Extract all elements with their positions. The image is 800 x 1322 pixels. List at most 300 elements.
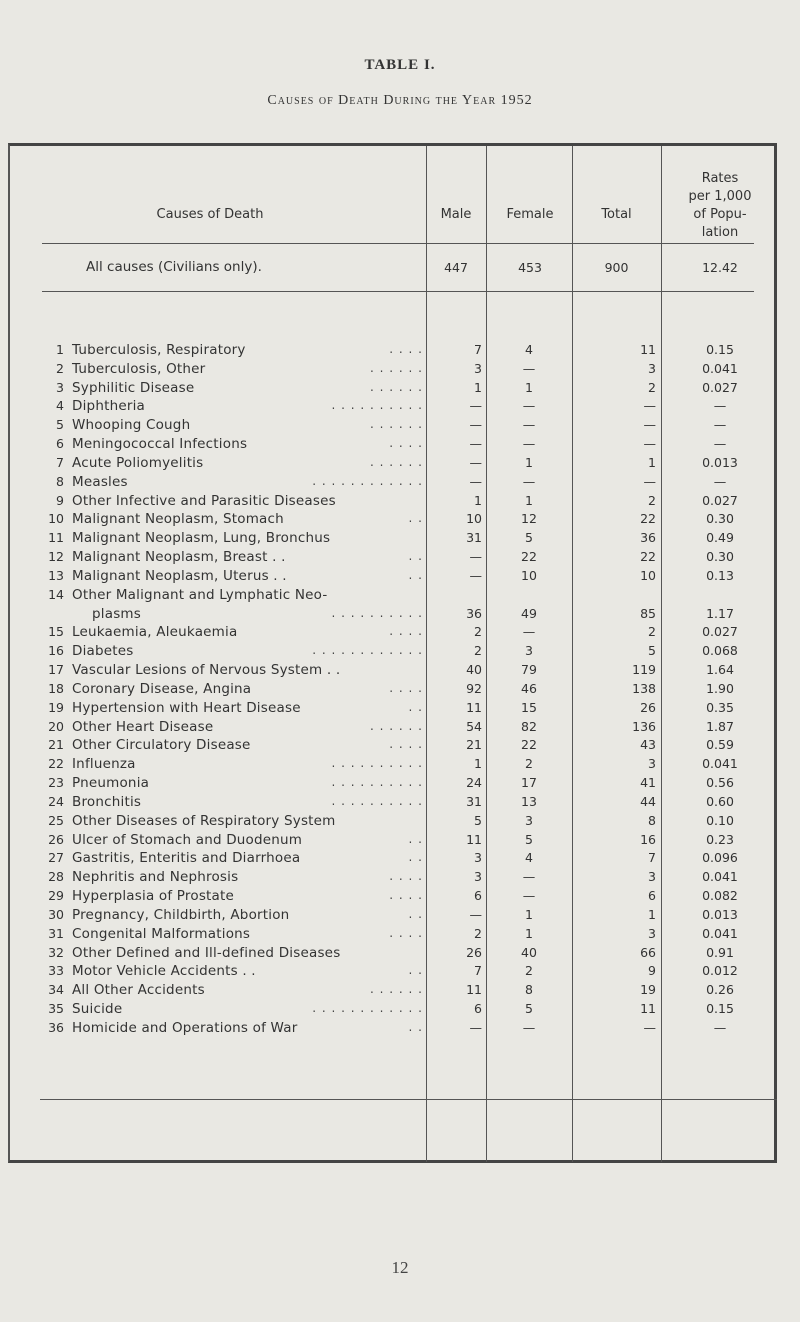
- row-male: 1: [474, 756, 482, 772]
- row-number: 27: [48, 850, 64, 866]
- row-female: 2: [525, 756, 533, 772]
- row-female: —: [522, 473, 536, 489]
- table-row: [0, 662, 800, 680]
- row-rate: 0.15: [706, 342, 734, 357]
- row-cause-label: Tuberculosis, Respiratory: [72, 342, 246, 358]
- row-female: 3: [525, 812, 533, 828]
- row-number: 19: [48, 699, 64, 715]
- row-leader-dots: . . . .: [389, 869, 423, 884]
- row-rate: 0.013: [702, 906, 738, 922]
- row-leader-dots: . . . . . . . . . .: [331, 398, 423, 413]
- all-causes-male: 447: [444, 260, 468, 275]
- row-male: 2: [474, 925, 482, 941]
- row-rate: 1.90: [706, 680, 734, 696]
- row-total: 138: [632, 680, 656, 696]
- row-cause-label: Acute Poliomyelitis: [72, 454, 204, 471]
- row-cause-label: Other Circulatory Disease: [72, 737, 251, 754]
- table-row: [0, 342, 800, 360]
- row-cause-label: Vascular Lesions of Nervous System . .: [72, 662, 341, 679]
- row-leader-dots: . . . . . . . . . .: [331, 793, 423, 808]
- row-female: 4: [525, 850, 533, 866]
- table-row: [0, 1020, 800, 1038]
- row-total: 36: [640, 530, 656, 546]
- all-causes-total: 900: [604, 260, 629, 275]
- row-cause-label: Malignant Neoplasm, Breast . .: [72, 549, 286, 566]
- row-total: 11: [640, 342, 656, 357]
- row-number: 10: [48, 511, 64, 527]
- row-male: 36: [466, 605, 482, 621]
- row-number: 31: [48, 925, 64, 941]
- row-rate: 0.30: [706, 549, 734, 565]
- row-total: 3: [648, 756, 656, 772]
- row-male: 2: [474, 624, 482, 640]
- row-total: 43: [640, 737, 656, 753]
- row-rate: —: [713, 473, 727, 489]
- row-cause-label: Hyperplasia of Prostate: [72, 888, 235, 905]
- row-leader-dots: . . . . . . . . . . . .: [312, 473, 423, 488]
- row-total: 9: [648, 963, 656, 979]
- row-male: —: [469, 549, 482, 565]
- row-leader-dots: . .: [408, 906, 423, 921]
- row-leader-dots: . . . .: [389, 737, 423, 752]
- row-cause-label: Other Diseases of Respiratory System: [72, 812, 336, 829]
- row-number: 3: [56, 379, 64, 395]
- row-total: 1: [648, 454, 656, 470]
- row-leader-dots: . .: [408, 831, 423, 846]
- row-number: 28: [48, 869, 64, 885]
- row-number: 1: [56, 342, 64, 357]
- row-leader-dots: . . . . . .: [370, 454, 423, 469]
- row-rate: 0.30: [706, 511, 734, 527]
- row-leader-dots: . .: [408, 567, 423, 582]
- row-male: —: [469, 454, 482, 470]
- row-total: —: [643, 1019, 656, 1035]
- row-total: 44: [640, 793, 656, 809]
- row-total: —: [643, 417, 656, 433]
- row-total: 19: [640, 982, 656, 998]
- row-male: 11: [466, 982, 482, 998]
- row-cause-label: Measles: [72, 473, 128, 490]
- table-row: [0, 907, 800, 925]
- table-row: [0, 926, 800, 944]
- row-number: 16: [48, 643, 64, 659]
- row-total: 3: [648, 925, 656, 941]
- row-rate: 0.027: [702, 492, 738, 508]
- row-rate: 1.64: [706, 662, 734, 678]
- table-row: [0, 813, 800, 831]
- row-female: —: [522, 360, 536, 376]
- row-male: 10: [466, 511, 482, 527]
- row-cause-label: Syphilitic Disease: [72, 379, 195, 396]
- row-total: —: [643, 398, 656, 414]
- row-female: 5: [525, 1001, 533, 1017]
- table-row: [0, 775, 800, 793]
- row-number: 18: [48, 680, 64, 696]
- row-rate: 0.027: [702, 624, 738, 640]
- row-male: 3: [474, 850, 482, 866]
- row-total: 66: [640, 944, 656, 960]
- row-number: 34: [48, 982, 64, 998]
- row-female: 5: [525, 530, 533, 546]
- row-male: 2: [474, 643, 482, 659]
- row-leader-dots: . . . .: [389, 624, 423, 639]
- row-number: 29: [48, 888, 64, 904]
- row-total: 119: [632, 662, 656, 678]
- row-female: 82: [521, 718, 537, 734]
- row-cause-label: Other Heart Disease: [72, 718, 214, 735]
- row-leader-dots: . . . . . . . . . .: [331, 605, 423, 620]
- row-cause-label: Malignant Neoplasm, Lung, Bronchus: [72, 530, 331, 547]
- row-male: —: [469, 436, 482, 452]
- row-rate: 0.068: [702, 643, 738, 659]
- table-row: [0, 511, 800, 529]
- row-leader-dots: . . . . . .: [370, 417, 423, 432]
- row-male: 31: [466, 530, 482, 546]
- row-number: 26: [48, 831, 64, 847]
- row-number: 4: [56, 398, 64, 414]
- table-row: [0, 587, 800, 605]
- row-rate: —: [713, 417, 727, 433]
- row-male: 21: [466, 737, 482, 753]
- row-number: 6: [56, 436, 64, 452]
- row-cause-label: Coronary Disease, Angina: [72, 680, 252, 697]
- row-leader-dots: . . . . . .: [370, 360, 423, 375]
- row-cause-label: Ulcer of Stomach and Duodenum: [72, 831, 303, 848]
- row-female: 2: [525, 963, 533, 979]
- row-number: 20: [48, 718, 64, 734]
- row-male: 92: [466, 680, 482, 696]
- row-cause-label: Leukaemia, Aleukaemia: [72, 624, 238, 641]
- row-cause-label: Other Defined and Ill-defined Diseases: [72, 944, 341, 961]
- row-rate: 1.87: [706, 718, 734, 734]
- row-female: 1: [525, 925, 533, 941]
- row-leader-dots: . . . . . .: [370, 718, 423, 733]
- row-total: 2: [648, 492, 656, 508]
- row-male: 40: [466, 662, 482, 678]
- row-rate: 0.013: [702, 454, 738, 470]
- header-rate-line4: lation: [701, 225, 739, 240]
- row-rate: 0.027: [702, 379, 738, 395]
- table-row: [0, 681, 800, 699]
- table-row: [0, 719, 800, 737]
- row-cause-label: Influenza: [72, 756, 136, 773]
- row-male: 11: [466, 831, 482, 847]
- row-cause-label: Malignant Neoplasm, Stomach: [72, 511, 284, 528]
- row-female: —: [522, 417, 536, 433]
- row-cause-label: plasms: [92, 605, 142, 622]
- row-total: 136: [632, 718, 656, 734]
- row-number: 8: [56, 473, 64, 489]
- row-male: —: [469, 1019, 482, 1035]
- row-number: 22: [48, 756, 64, 772]
- row-total: —: [643, 436, 656, 452]
- row-number: 17: [48, 662, 64, 678]
- row-cause-label: Malignant Neoplasm, Uterus . .: [72, 567, 287, 584]
- table-row: [0, 455, 800, 473]
- row-female: 22: [521, 549, 537, 565]
- row-number: 2: [56, 360, 64, 376]
- row-cause-label: Tuberculosis, Other: [72, 360, 206, 377]
- row-female: 1: [525, 454, 533, 470]
- table-row: [0, 398, 800, 416]
- all-causes-rate: 12.42: [702, 260, 738, 275]
- row-rate: —: [713, 398, 727, 414]
- row-total: 22: [640, 549, 656, 565]
- all-causes-female: 453: [518, 260, 542, 275]
- row-male: 31: [466, 793, 482, 809]
- row-cause-label: Pneumonia: [72, 775, 150, 792]
- table-row: [0, 869, 800, 887]
- table-row: [0, 380, 800, 398]
- row-cause-label: Diphtheria: [72, 398, 146, 415]
- row-rate: 0.041: [702, 869, 738, 885]
- row-male: 54: [466, 718, 482, 734]
- row-total: 2: [648, 624, 656, 640]
- header-male: Male: [440, 207, 472, 222]
- row-total: 16: [640, 831, 656, 847]
- row-female: 1: [525, 379, 533, 395]
- row-cause-label: All Other Accidents: [72, 982, 205, 999]
- row-leader-dots: . .: [408, 511, 423, 526]
- row-male: —: [469, 906, 482, 922]
- table-row: [0, 756, 800, 774]
- table-row: [0, 568, 800, 586]
- row-male: 7: [474, 342, 482, 357]
- row-rate: 0.91: [706, 944, 734, 960]
- row-female: 1: [525, 906, 533, 922]
- row-cause-label: Suicide: [72, 1001, 123, 1018]
- row-number: 9: [56, 492, 64, 508]
- row-male: 11: [466, 699, 482, 715]
- row-male: 3: [474, 360, 482, 376]
- row-number: 5: [56, 417, 64, 433]
- row-rate: 0.26: [706, 982, 734, 998]
- row-male: 26: [466, 944, 482, 960]
- row-female: —: [522, 888, 536, 904]
- row-cause-label: Pregnancy, Childbirth, Abortion: [72, 906, 290, 923]
- table-title: TABLE I.: [364, 57, 436, 73]
- row-rate: 0.13: [706, 567, 734, 583]
- row-number: 12: [48, 549, 64, 565]
- table-row: [0, 436, 800, 454]
- row-rate: 0.15: [706, 1001, 734, 1017]
- row-number: 13: [48, 567, 64, 583]
- row-female: —: [522, 436, 536, 452]
- row-leader-dots: . . . . . . . . . .: [331, 756, 423, 771]
- row-total: 8: [648, 812, 656, 828]
- row-leader-dots: . . . . . . . . . . . .: [312, 1001, 423, 1016]
- header-rule: [42, 243, 754, 244]
- row-leader-dots: . .: [408, 1019, 423, 1034]
- row-male: —: [469, 417, 482, 433]
- row-leader-dots: . .: [408, 549, 423, 564]
- row-rate: 0.096: [702, 850, 738, 866]
- table-row: [0, 963, 800, 981]
- row-leader-dots: . . . .: [389, 925, 423, 940]
- row-rate: 0.49: [706, 530, 734, 546]
- row-female: 3: [525, 643, 533, 659]
- row-cause-label: Nephritis and Nephrosis: [72, 869, 239, 886]
- header-rate: [661, 170, 779, 242]
- header-rate-line3: of Popu-: [693, 207, 747, 222]
- row-leader-dots: . . . . . .: [370, 982, 423, 997]
- row-number: 33: [48, 963, 64, 979]
- table-row: [0, 549, 800, 567]
- row-cause-label: Other Infective and Parasitic Diseases: [72, 492, 336, 509]
- row-total: 11: [640, 1001, 656, 1017]
- row-number: 11: [48, 530, 64, 546]
- row-cause-label: Homicide and Operations of War: [72, 1019, 298, 1036]
- row-cause-label: Whooping Cough: [72, 417, 191, 434]
- row-cause-label: Congenital Malformations: [72, 925, 251, 942]
- table-row: [0, 624, 800, 642]
- row-number: 30: [48, 906, 64, 922]
- row-female: 49: [521, 605, 537, 621]
- row-female: —: [522, 869, 536, 885]
- row-rate: 0.23: [706, 831, 734, 847]
- row-male: 1: [474, 379, 482, 395]
- row-total: 6: [648, 888, 656, 904]
- row-number: 35: [48, 1001, 64, 1017]
- row-leader-dots: . .: [408, 699, 423, 714]
- row-female: 40: [521, 944, 537, 960]
- row-number: 24: [48, 793, 64, 809]
- row-rate: 0.012: [702, 963, 738, 979]
- header-total: Total: [601, 207, 632, 222]
- row-rate: 0.10: [706, 812, 734, 828]
- row-rate: 0.041: [702, 925, 738, 941]
- row-female: 5: [525, 831, 533, 847]
- row-male: 5: [474, 812, 482, 828]
- footer-rule: [40, 1099, 777, 1100]
- row-male: —: [469, 567, 482, 583]
- row-cause-label: Meningococcal Infections: [72, 436, 248, 453]
- row-female: 22: [521, 737, 537, 753]
- table-row: [0, 417, 800, 435]
- row-female: 4: [525, 342, 533, 357]
- row-total: 3: [648, 869, 656, 885]
- row-leader-dots: . . . . . . . . . .: [331, 775, 423, 790]
- row-number: 36: [48, 1019, 64, 1035]
- row-total: 3: [648, 360, 656, 376]
- row-female: 79: [521, 662, 537, 678]
- row-number: 15: [48, 624, 64, 640]
- row-rate: 0.041: [702, 756, 738, 772]
- table-row: [0, 737, 800, 755]
- row-female: —: [522, 398, 536, 414]
- row-rate: 1.17: [706, 605, 734, 621]
- row-female: 8: [525, 982, 533, 998]
- all-causes-rule: [42, 291, 754, 292]
- table-row: [0, 794, 800, 812]
- row-cause-label: Bronchitis: [72, 793, 142, 810]
- table-row: [0, 982, 800, 1000]
- row-cause-label: Gastritis, Enteritis and Diarrhoea: [72, 850, 301, 867]
- row-total: 41: [640, 775, 656, 791]
- table-row: [0, 888, 800, 906]
- row-female: 12: [521, 511, 537, 527]
- row-female: 1: [525, 492, 533, 508]
- table-subtitle: Causes of Death During the Year 1952: [267, 93, 533, 108]
- table-row: [0, 474, 800, 492]
- row-male: 7: [474, 963, 482, 979]
- row-number: 23: [48, 775, 64, 791]
- row-male: —: [469, 473, 482, 489]
- row-total: 26: [640, 699, 656, 715]
- row-female: —: [522, 624, 536, 640]
- row-rate: 0.60: [706, 793, 734, 809]
- table-row: [0, 606, 800, 624]
- row-male: 6: [474, 1001, 482, 1017]
- row-number: 21: [48, 737, 64, 753]
- header-rate-line2: per 1,000: [688, 189, 752, 204]
- all-causes-label: All causes (Civilians only).: [86, 259, 262, 275]
- row-female: 13: [521, 793, 537, 809]
- row-male: 6: [474, 888, 482, 904]
- table-row: [0, 361, 800, 379]
- header-cause: Causes of Death: [156, 207, 264, 222]
- row-number: 25: [48, 812, 64, 828]
- row-leader-dots: . . . .: [389, 888, 423, 903]
- row-leader-dots: . . . . . .: [370, 379, 423, 394]
- row-rate: —: [713, 1019, 727, 1035]
- table-row: [0, 832, 800, 850]
- row-leader-dots: . . . .: [389, 342, 423, 356]
- row-female: 17: [521, 775, 537, 791]
- row-total: 5: [648, 643, 656, 659]
- table-row: [0, 643, 800, 661]
- row-rate: 0.35: [706, 699, 734, 715]
- row-male: 1: [474, 492, 482, 508]
- row-female: 10: [521, 567, 537, 583]
- row-female: 46: [521, 680, 537, 696]
- page-number: 12: [391, 1258, 409, 1277]
- row-leader-dots: . . . .: [389, 680, 423, 695]
- header-rate-line1: Rates: [701, 171, 739, 186]
- row-leader-dots: . . . .: [389, 436, 423, 451]
- row-female: —: [522, 1019, 536, 1035]
- table-row: [0, 700, 800, 718]
- row-number: 14: [48, 586, 64, 602]
- row-cause-label: Motor Vehicle Accidents . .: [72, 963, 256, 980]
- row-cause-label: Hypertension with Heart Disease: [72, 699, 301, 716]
- row-number: 7: [56, 454, 64, 470]
- table-row: [0, 850, 800, 868]
- row-total: 1: [648, 906, 656, 922]
- row-rate: 0.59: [706, 737, 734, 753]
- row-rate: —: [713, 436, 727, 452]
- row-total: 22: [640, 511, 656, 527]
- row-male: —: [469, 398, 482, 414]
- row-total: —: [643, 473, 656, 489]
- row-male: 3: [474, 869, 482, 885]
- row-total: 7: [648, 850, 656, 866]
- table-row: [0, 1001, 800, 1019]
- header-female: Female: [506, 207, 554, 222]
- row-rate: 0.041: [702, 360, 738, 376]
- row-leader-dots: . .: [408, 850, 423, 865]
- row-total: 2: [648, 379, 656, 395]
- row-rate: 0.56: [706, 775, 734, 791]
- row-total: 10: [640, 567, 656, 583]
- row-leader-dots: . . . . . . . . . . . .: [312, 643, 423, 658]
- row-rate: 0.082: [702, 888, 738, 904]
- row-cause-label: Other Malignant and Lymphatic Neo-: [72, 586, 328, 603]
- row-leader-dots: . .: [408, 963, 423, 978]
- row-female: 15: [521, 699, 537, 715]
- row-cause-label: Diabetes: [72, 643, 134, 660]
- table-row: [0, 945, 800, 963]
